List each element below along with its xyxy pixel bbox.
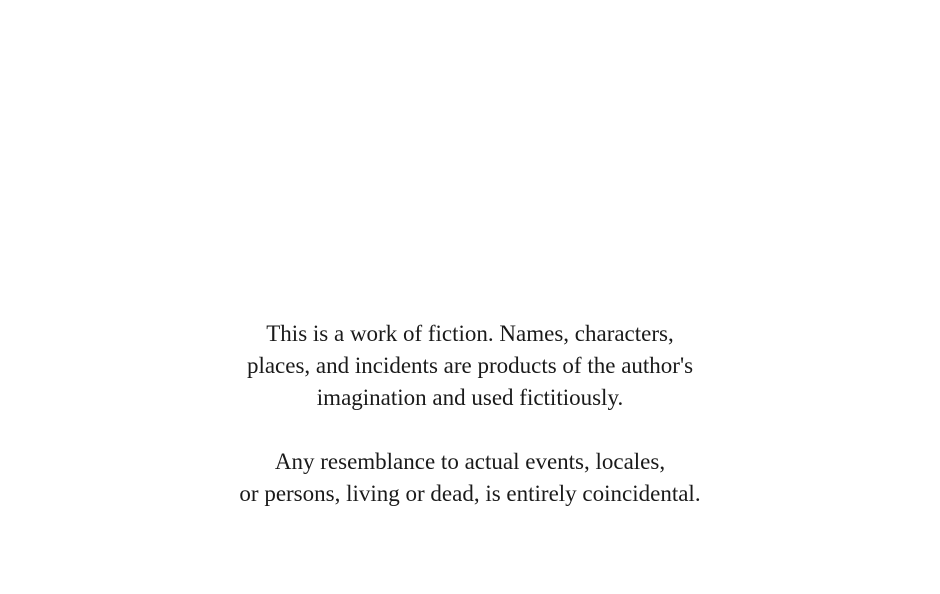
disclaimer-line: imagination and used fictitiously. [316, 385, 624, 410]
disclaimer-line: Any resemblance to actual events, locales, [274, 449, 666, 474]
disclaimer-text-block [0, 318, 940, 510]
disclaimer-line: places, and incidents are products of the author's [246, 353, 694, 378]
disclaimer-line: This is a work of fiction. Names, characters, [266, 321, 674, 346]
disclaimer-line: or persons, living or dead, is entirely coincidental. [239, 481, 701, 506]
disclaimer-paragraph-2 [0, 446, 940, 510]
disclaimer-paragraph-1 [0, 318, 940, 414]
